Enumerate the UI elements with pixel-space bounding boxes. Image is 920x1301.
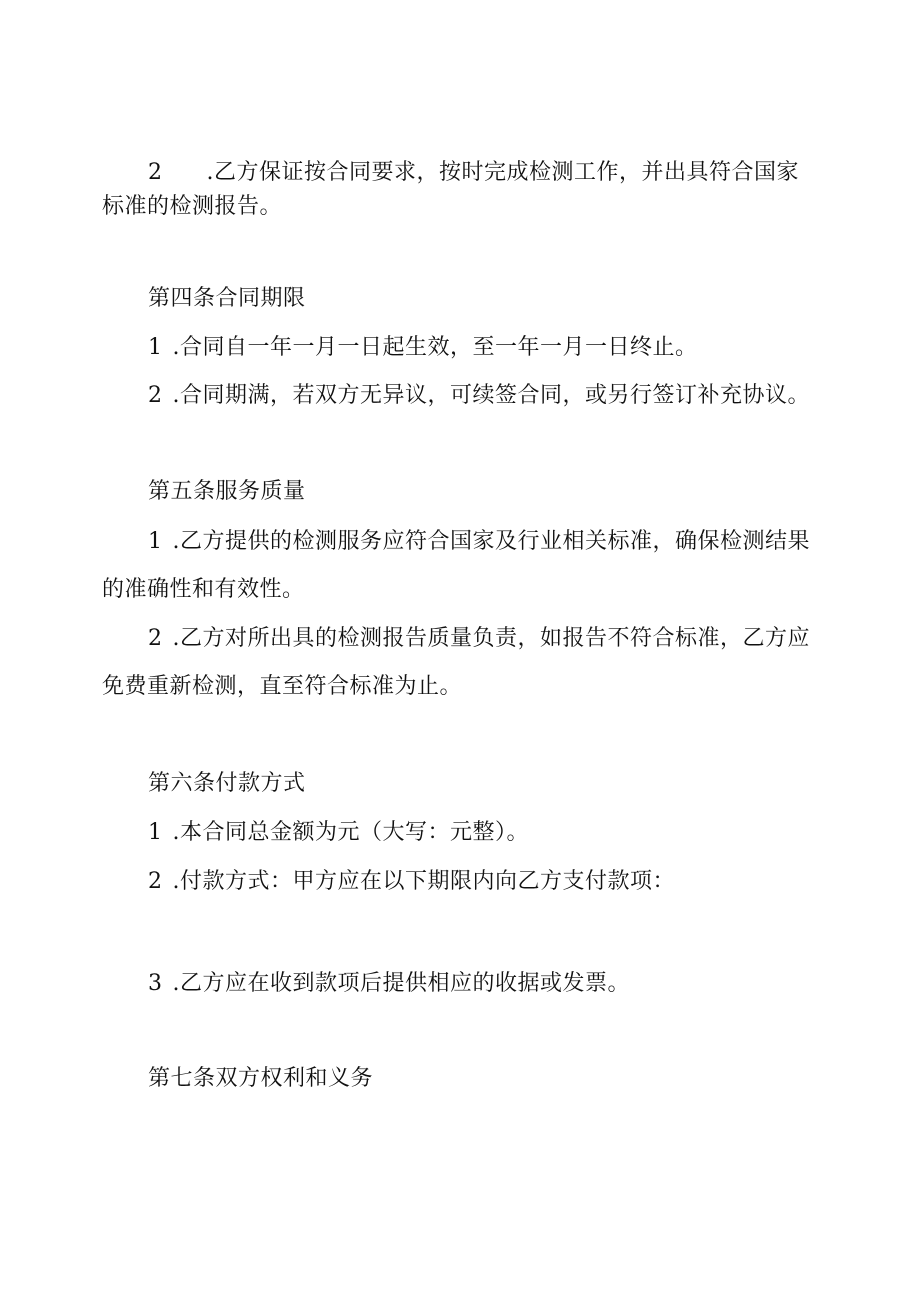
item-number: 1 [148,529,163,554]
item-text: .乙方对所出具的检测报告质量负责，如报告不符合标准，乙方应 [172,626,810,651]
clause-3-2-line-2 [102,192,282,222]
section-6-heading: 第六条付款方式 [148,771,306,796]
clause-4-2 [148,381,810,411]
item-text: .乙方保证按合同要求，按时完成检测工作，并出具符合国家 [206,160,799,185]
item-number: 1 [148,335,163,360]
item-number: 2 [148,383,163,408]
section-7-heading: 第七条双方权利和义务 [148,1066,374,1091]
clause-4-1 [148,333,698,363]
clause-5-2-line-1 [148,624,810,654]
item-text-continued: 的准确性和有效性。 [102,577,305,602]
section-5-heading: 第五条服务质量 [148,479,306,504]
clause-6-1 [148,818,529,848]
section-4-heading: 第四条合同期限 [148,286,306,311]
clause-6-2 [148,867,675,897]
clause-5-1-line-2 [102,575,305,605]
item-text-continued: 免费重新检测，直至符合标准为止。 [102,674,463,699]
item-number: 2 [148,626,163,651]
item-text: .本合同总金额为元（大写：元整）。 [172,820,529,845]
item-text: .合同期满，若双方无异议，可续签合同，或另行签订补充协议。 [172,383,810,408]
item-text: .乙方应在收到款项后提供相应的收据或发票。 [172,971,630,996]
item-text: .乙方提供的检测服务应符合国家及行业相关标准，确保检测结果 [172,529,810,554]
item-number: 2 [148,869,163,894]
clause-5-2-line-2 [102,672,462,702]
clause-5-1-line-1 [148,527,810,557]
item-number: 3 [148,971,163,996]
item-text: .付款方式：甲方应在以下期限内向乙方支付款项： [172,869,675,894]
item-number: 1 [148,820,163,845]
clause-3-2-line-1 [148,158,799,188]
clause-6-3 [148,969,630,999]
item-number: 2 [148,160,163,185]
item-text: .合同自一年一月一日起生效，至一年一月一日终止。 [172,335,698,360]
item-text-continued: 标准的检测报告。 [102,194,283,219]
